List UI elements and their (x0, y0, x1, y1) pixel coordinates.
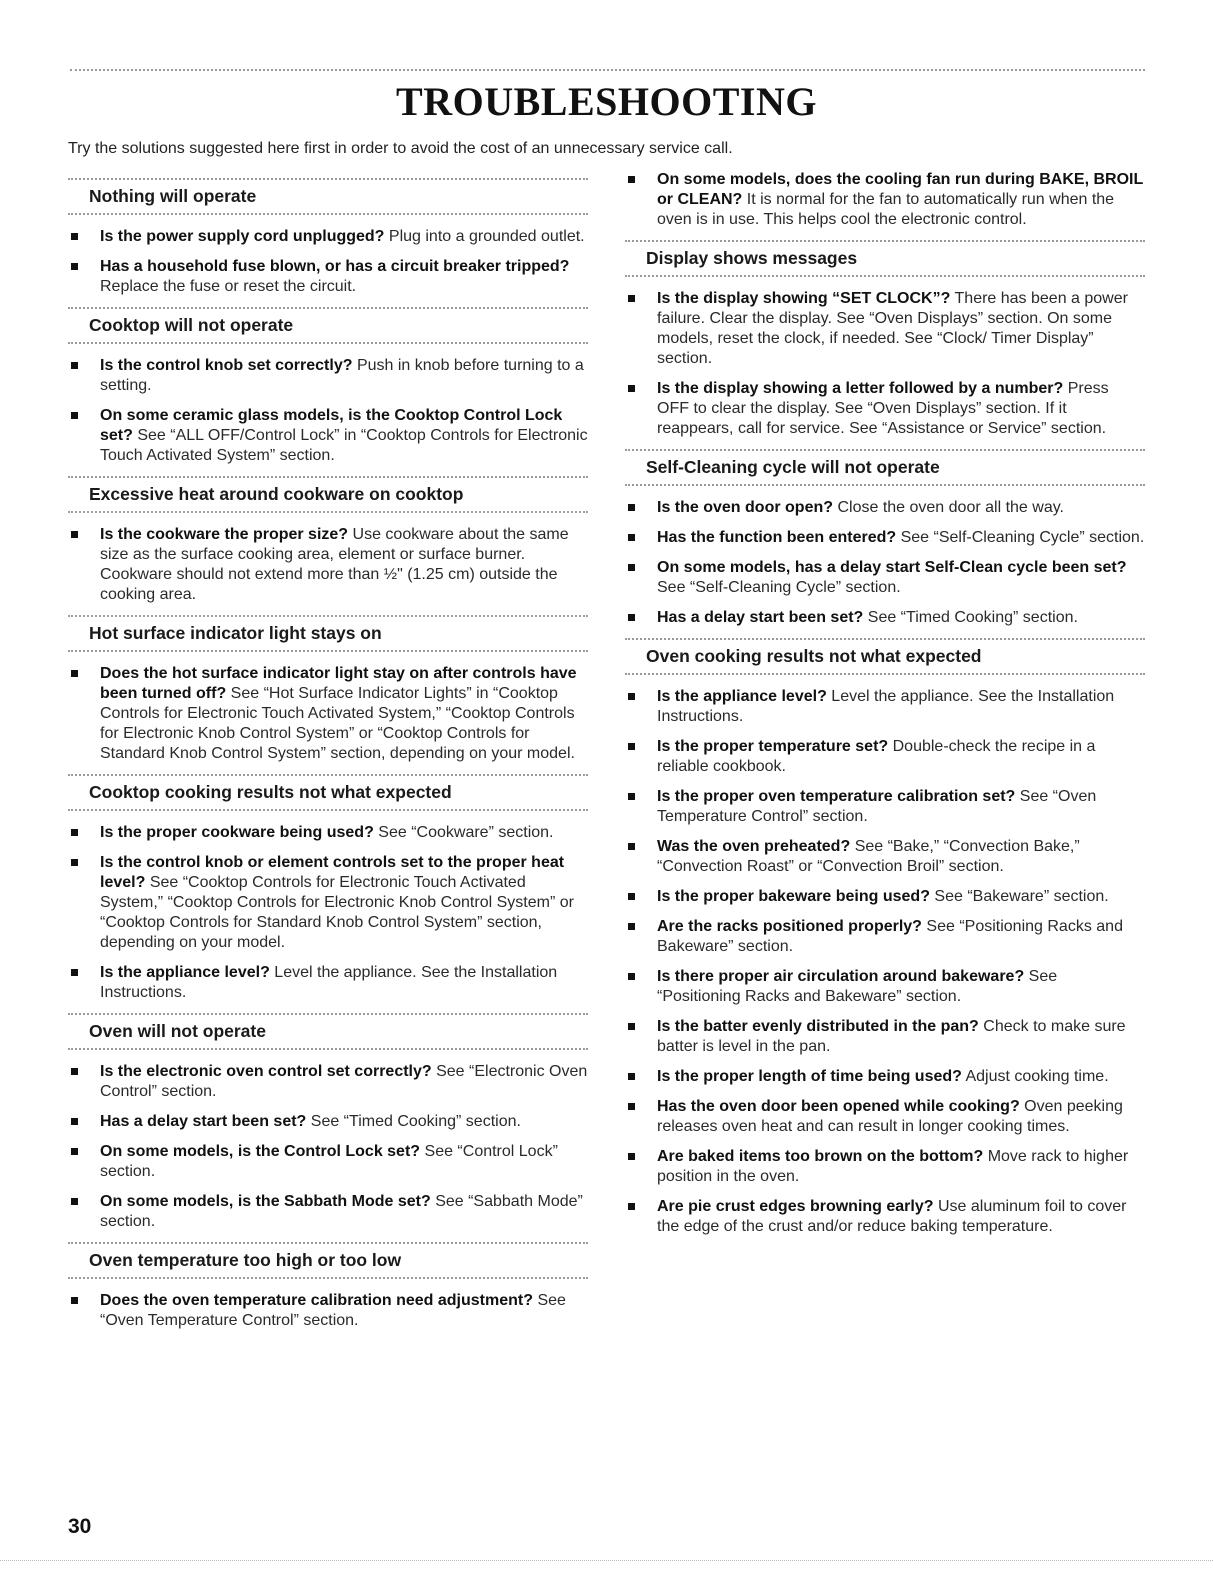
list-item (68, 406, 588, 466)
troubleshooting-section (68, 476, 588, 605)
item-question: Is the display showing a letter followed by a number? (657, 380, 1064, 397)
square-bullet-icon (628, 614, 635, 621)
item-question: Does the oven temperature calibration need adjustment? (100, 1292, 533, 1309)
square-bullet-icon (71, 1198, 78, 1205)
item-answer: Plug into a grounded outlet. (388, 228, 585, 245)
item-answer: Check to make sure batter is level in the pan. (657, 1018, 1126, 1055)
list-item (625, 837, 1145, 877)
square-bullet-icon (628, 743, 635, 750)
square-bullet-icon (71, 829, 78, 836)
item-question: Has a household fuse blown, or has a circuit breaker tripped? (100, 258, 570, 275)
item-answer: See “Electronic Oven Control” section. (100, 1063, 588, 1100)
troubleshooting-section (68, 178, 588, 297)
list-item (68, 227, 588, 247)
square-bullet-icon (628, 893, 635, 900)
square-bullet-icon (71, 263, 78, 270)
item-question: On some models, has a delay start Self-Clean cycle been set? (657, 559, 1127, 576)
square-bullet-icon (628, 176, 635, 183)
page-number: 30 (68, 1515, 92, 1538)
item-question: Has the oven door been opened while cooking? (657, 1098, 1020, 1115)
top-rule (70, 69, 1145, 71)
list-item (625, 917, 1145, 957)
list-item (625, 967, 1145, 1007)
item-question: Is the cookware the proper size? (100, 526, 349, 543)
section-heading: Oven temperature too high or too low (68, 1242, 588, 1279)
troubleshooting-section (625, 449, 1145, 628)
item-question: Is the oven door open? (657, 499, 834, 516)
list-item (68, 823, 588, 843)
item-answer: There has been a power failure. Clear the display. See “Oven Displays” section. On some models, reset the clock, if needed. See “Clock/ Timer Display” section. (657, 290, 1128, 367)
item-answer: Replace the fuse or reset the circuit. (100, 278, 357, 295)
item-question: On some models, is the Control Lock set? (100, 1143, 421, 1160)
item-answer: Level the appliance. See the Installation Instructions. (100, 964, 558, 1001)
item-answer: Close the oven door all the way. (837, 499, 1064, 516)
section-heading: Cooktop will not operate (68, 307, 588, 344)
list-item (625, 737, 1145, 777)
item-question: Has a delay start been set? (100, 1113, 307, 1130)
page-title: TROUBLESHOOTING (396, 79, 817, 124)
item-answer: Level the appliance. See the Installation Instructions. (657, 688, 1115, 725)
item-answer: See “Oven Temperature Control” section. (657, 788, 1097, 825)
square-bullet-icon (71, 1297, 78, 1304)
square-bullet-icon (628, 923, 635, 930)
item-question: Is the appliance level? (100, 964, 270, 981)
list-item (625, 289, 1145, 369)
list-item (625, 170, 1145, 230)
item-question: Are baked items too brown on the bottom? (657, 1148, 984, 1165)
troubleshooting-section (625, 638, 1145, 1237)
section-heading: Oven will not operate (68, 1013, 588, 1050)
item-answer: See “Self-Cleaning Cycle” section. (657, 579, 901, 596)
square-bullet-icon (628, 843, 635, 850)
list-item (625, 1067, 1145, 1087)
list-item (625, 787, 1145, 827)
square-bullet-icon (71, 1148, 78, 1155)
square-bullet-icon (71, 969, 78, 976)
section-heading: Self-Cleaning cycle will not operate (625, 449, 1145, 486)
bottom-rule (0, 1560, 1213, 1561)
list-item (625, 498, 1145, 518)
item-answer: Move rack to higher position in the oven. (657, 1148, 1129, 1185)
left-column (68, 170, 588, 1341)
item-answer: See “Bake,” “Convection Bake,” “Convection Roast” or “Convection Broil” section. (657, 838, 1080, 875)
item-answer: See “Self-Cleaning Cycle” section. (900, 529, 1145, 546)
section-heading: Display shows messages (625, 240, 1145, 277)
item-question: Is the power supply cord unplugged? (100, 228, 385, 245)
square-bullet-icon (71, 531, 78, 538)
list-item (625, 1017, 1145, 1057)
list-item (68, 1192, 588, 1232)
item-question: On some models, does the cooling fan run during BAKE, BROIL or CLEAN? (657, 171, 1143, 208)
item-question: On some ceramic glass models, is the Cooktop Control Lock set? (100, 407, 563, 444)
list-item (625, 1097, 1145, 1137)
item-answer: Press OFF to clear the display. See “Oven Displays” section. If it reappears, call for service. See “Assistance or Service” section. (657, 380, 1109, 437)
item-question: Is the appliance level? (657, 688, 827, 705)
list-item (625, 887, 1145, 907)
item-answer: See “Timed Cooking” section. (310, 1113, 521, 1130)
square-bullet-icon (628, 973, 635, 980)
list-item (625, 687, 1145, 727)
item-question: Are the racks positioned properly? (657, 918, 922, 935)
item-answer: See “Positioning Racks and Bakeware” section. (657, 918, 1123, 955)
square-bullet-icon (628, 793, 635, 800)
section-heading: Excessive heat around cookware on cooktop (68, 476, 588, 513)
section-heading: Cooktop cooking results not what expected (68, 774, 588, 811)
list-item (68, 1062, 588, 1102)
list-item (68, 853, 588, 953)
item-question: Does the hot surface indicator light stay on after controls have been turned off? (100, 665, 577, 702)
item-question: Is the electronic oven control set correctly? (100, 1063, 432, 1080)
list-item (625, 1197, 1145, 1237)
square-bullet-icon (71, 670, 78, 677)
item-question: Has a delay start been set? (657, 609, 864, 626)
list-item (625, 379, 1145, 439)
item-answer: See “ALL OFF/Control Lock” in “Cooktop Controls for Electronic Touch Activated System” section. (100, 427, 588, 464)
troubleshooting-section (68, 615, 588, 764)
item-question: On some models, is the Sabbath Mode set? (100, 1193, 431, 1210)
troubleshooting-section (68, 774, 588, 1003)
square-bullet-icon (71, 1118, 78, 1125)
troubleshooting-section (68, 1242, 588, 1331)
item-answer: See “Cooktop Controls for Electronic Touch Activated System,” “Cooktop Controls for Electronic Knob Control System” or “Cooktop Controls for Standard Knob Control System” section, depending on your model. (100, 874, 574, 951)
item-answer: Double-check the recipe in a reliable cookbook. (657, 738, 1096, 775)
list-item (68, 963, 588, 1003)
item-question: Is the display showing “SET CLOCK”? (657, 290, 951, 307)
item-question: Is the control knob or element controls set to the proper heat level? (100, 854, 565, 891)
square-bullet-icon (628, 1023, 635, 1030)
item-answer: See “Hot Surface Indicator Lights” in “Cooktop Controls for Electronic Touch Activated System,” “Cooktop Controls for Electronic Knob Control System” or “Cooktop Controls for Standard Knob Control System” section, depending on your model. (100, 685, 575, 762)
item-question: Are pie crust edges browning early? (657, 1198, 934, 1215)
item-answer: See “Control Lock” section. (100, 1143, 558, 1180)
square-bullet-icon (628, 693, 635, 700)
square-bullet-icon (71, 859, 78, 866)
square-bullet-icon (628, 534, 635, 541)
item-answer: See “Timed Cooking” section. (867, 609, 1078, 626)
square-bullet-icon (71, 233, 78, 240)
item-answer: See “Positioning Racks and Bakeware” section. (657, 968, 1058, 1005)
list-item (68, 257, 588, 297)
section-heading: Nothing will operate (68, 178, 588, 215)
section-heading: Oven cooking results not what expected (625, 638, 1145, 675)
square-bullet-icon (628, 1103, 635, 1110)
list-item (68, 525, 588, 605)
list-item (625, 558, 1145, 598)
square-bullet-icon (628, 1203, 635, 1210)
item-question: Has the function been entered? (657, 529, 897, 546)
list-item (68, 664, 588, 764)
item-answer: It is normal for the fan to automatically run when the oven is in use. This helps cool the electronic control. (657, 191, 1115, 228)
square-bullet-icon (628, 385, 635, 392)
item-question: Is the proper temperature set? (657, 738, 889, 755)
item-question: Is the proper cookware being used? (100, 824, 374, 841)
list-item (625, 528, 1145, 548)
item-question: Is the control knob set correctly? (100, 357, 353, 374)
square-bullet-icon (71, 412, 78, 419)
item-question: Is the batter evenly distributed in the pan? (657, 1018, 979, 1035)
item-question: Is the proper oven temperature calibration set? (657, 788, 1016, 805)
right-column (625, 170, 1145, 1247)
square-bullet-icon (71, 362, 78, 369)
list-item (625, 608, 1145, 628)
square-bullet-icon (628, 504, 635, 511)
item-question: Is there proper air circulation around bakeware? (657, 968, 1025, 985)
list-item (625, 1147, 1145, 1187)
item-answer: Oven peeking releases oven heat and can result in longer cooking times. (657, 1098, 1123, 1135)
item-answer: Push in knob before turning to a setting. (100, 357, 584, 394)
item-answer: See “Cookware” section. (378, 824, 554, 841)
list-item (68, 1142, 588, 1182)
list-item (68, 1112, 588, 1132)
item-answer: See “Oven Temperature Control” section. (100, 1292, 566, 1329)
list-item (68, 1291, 588, 1331)
item-question: Is the proper bakeware being used? (657, 888, 930, 905)
troubleshooting-section (625, 240, 1145, 439)
square-bullet-icon (628, 295, 635, 302)
square-bullet-icon (71, 1068, 78, 1075)
item-answer: See “Bakeware” section. (934, 888, 1109, 905)
item-answer: Use cookware about the same size as the surface cooking area, element or surface burner. Cookware should not extend more than ½" (1.25 cm) outside the cooking area. (100, 526, 569, 603)
square-bullet-icon (628, 1073, 635, 1080)
section-heading: Hot surface indicator light stays on (68, 615, 588, 652)
item-answer: Adjust cooking time. (965, 1068, 1109, 1085)
troubleshooting-section (68, 307, 588, 466)
square-bullet-icon (628, 564, 635, 571)
item-answer: See “Sabbath Mode” section. (100, 1193, 583, 1230)
item-question: Is the proper length of time being used? (657, 1068, 962, 1085)
item-answer: Use aluminum foil to cover the edge of the crust and/or reduce baking temperature. (657, 1198, 1127, 1235)
list-item (68, 356, 588, 396)
item-question: Was the oven preheated? (657, 838, 851, 855)
square-bullet-icon (628, 1153, 635, 1160)
intro-text: Try the solutions suggested here first in order to avoid the cost of an unnecessary service call. (68, 140, 733, 157)
troubleshooting-section (68, 1013, 588, 1232)
